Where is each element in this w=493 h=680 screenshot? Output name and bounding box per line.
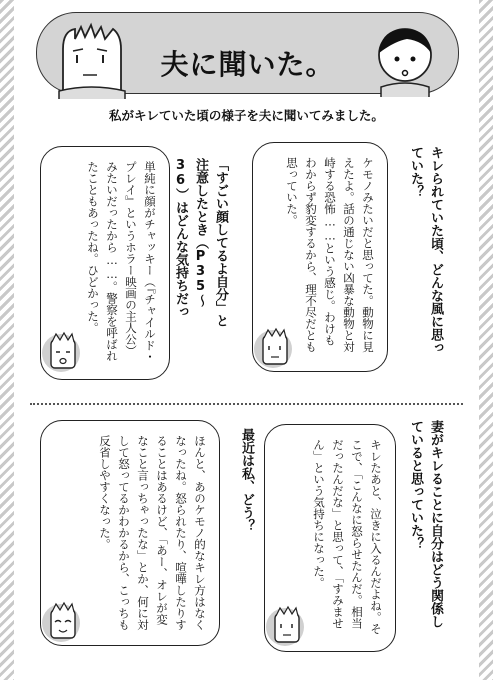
section-divider bbox=[30, 403, 463, 405]
answer-2: 単純に顔がチャッキー（『チャイルド・プレイ』というホラー映画の主人公）みたいだったから……。警察を呼ばれたこともあったね。ひどかった。 bbox=[86, 161, 157, 363]
page-title: 夫に聞いた。 bbox=[160, 48, 335, 81]
right-border-stripe bbox=[479, 0, 493, 680]
question-3: 妻がキレることに自分はどう関係していると思っていた？ bbox=[408, 420, 443, 628]
intro-text: 私がキレていた頃の様子を夫に聞いてみました。 bbox=[109, 108, 384, 123]
left-border-stripe bbox=[0, 0, 14, 680]
husband-mini-face-icon bbox=[258, 326, 292, 366]
answer-3: キレたあと、泣きに入るんだよね。そこで、「こんなに怒らせたんだ。相当だったんだな」と思って、「すみません」という気持ちになった。 bbox=[312, 439, 383, 635]
husband-mini-face-icon bbox=[270, 604, 304, 644]
husband-mini-face-icon bbox=[46, 330, 80, 370]
question-4: 最近は私、どう？ bbox=[239, 428, 254, 532]
wife-face-icon bbox=[367, 19, 443, 97]
husband-mini-face-icon bbox=[46, 600, 80, 640]
question-2: 「すごい顔してるよ自分」と注意したとき（P35〜36）はどんな気持ちだっ bbox=[173, 158, 228, 327]
question-1: キレられていた頃、どんな風に思っていた？ bbox=[408, 146, 443, 354]
answer-4: ほんと、あのケモノ的なキレ方はなくなったね。怒られたり、喧嘩したりすることはあるけど、「あー、オレが変なこと言っちゃったな」とか、何に対して怒ってるかわかるから、こっちも反省しやすくなった。 bbox=[98, 435, 207, 631]
answer-1: ケモノみたいだと思ってた。動物に見えたよ。話の通じない凶暴な動物と対峙する恐怖……という感じ。わけもわからず豹変するから、理不尽だとも思っていた。 bbox=[285, 157, 375, 353]
header-banner bbox=[36, 12, 459, 94]
